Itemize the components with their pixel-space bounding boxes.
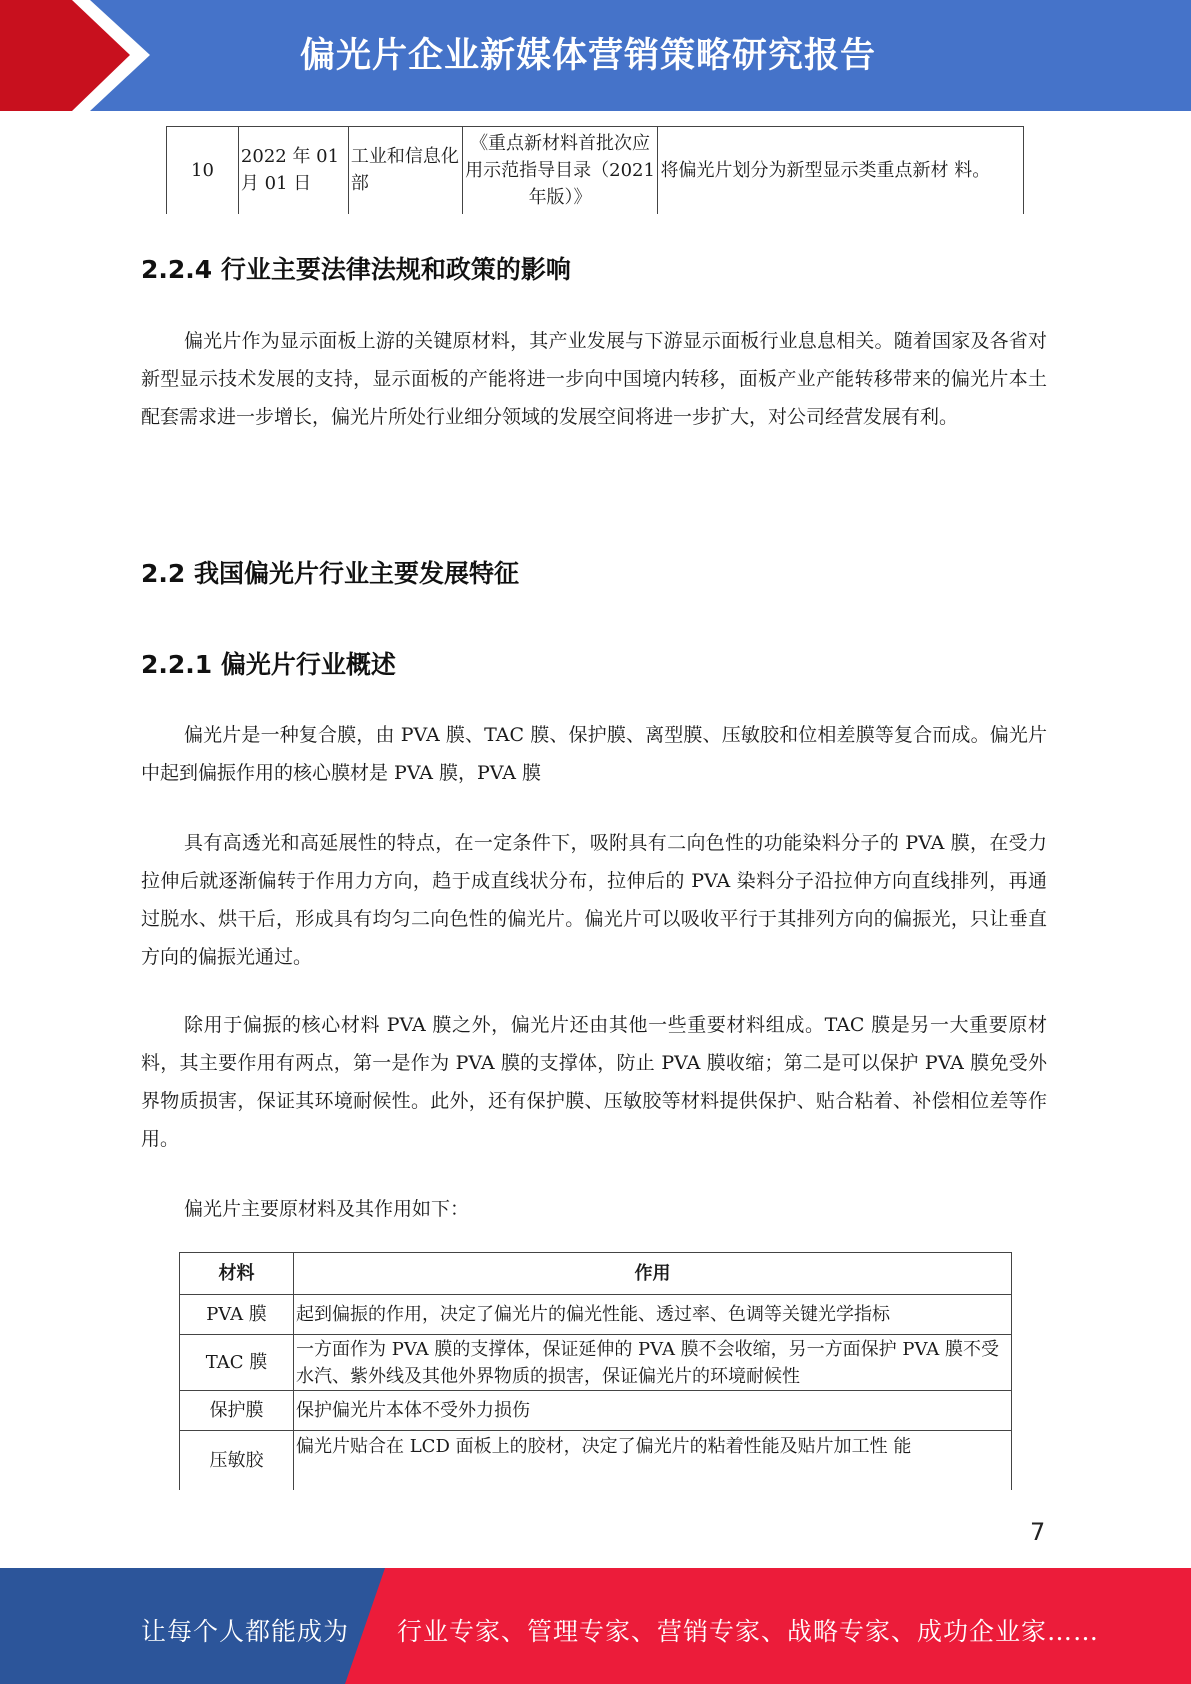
table-row <box>180 1391 1012 1431</box>
policy-table <box>166 126 1024 214</box>
header-material: 材料 <box>180 1253 294 1295</box>
material-name-cell: PVA 膜 <box>180 1295 294 1335</box>
material-desc-cell: 保护偏光片本体不受外力损伤 <box>294 1391 1012 1431</box>
policy-no-cell: 10 <box>167 127 239 214</box>
table-row <box>180 1335 1012 1391</box>
paragraph-overview-1: 偏光片是一种复合膜，由 PVA 膜、TAC 膜、保护膜、离型膜、压敏胶和位相差膜等复合而成。偏光片中起到偏振作用的核心膜材是 PVA 膜，PVA 膜 <box>141 724 1047 784</box>
paragraph-table-intro: 偏光片主要原材料及其作用如下： <box>184 1198 470 1220</box>
table-row <box>180 1295 1012 1335</box>
policy-doc-cell: 《重点新材料首批次应用示范指导目录（2021 年版）》 <box>462 127 658 214</box>
policy-date-cell: 2022 年 01 月 01 日 <box>238 127 348 214</box>
section-heading-2-2-1: 2.2.1 偏光片行业概述 <box>141 650 396 679</box>
materials-table <box>179 1252 1012 1490</box>
material-desc-cell: 一方面作为 PVA 膜的支撑体，保证延伸的 PVA 膜不会收缩，另一方面保护 PVA 膜不受水汽、紫外线及其他外界物质的损害，保证偏光片的环境耐候性 <box>294 1335 1012 1391</box>
paragraph-overview-2: 具有高透光和高延展性的特点，在一定条件下，吸附具有二向色性的功能染料分子的 PVA 膜，在受力拉伸后就逐渐偏转于作用力方向，趋于成直线状分布，拉伸后的 PVA 染料分子沿拉伸方向直线排列，再通过脱水、烘干后，形成具有均匀二向色性的偏光片。偏光片可以吸收平行于其排列方向的偏振光，只让垂直方向的偏振光通过。 <box>141 832 1047 968</box>
page-number: 7 <box>1030 1518 1046 1546</box>
section-heading-2-2: 2.2 我国偏光片行业主要发展特征 <box>141 559 519 588</box>
paragraph-policy-impact: 偏光片作为显示面板上游的关键原材料，其产业发展与下游显示面板行业息息相关。随着国家及各省对新型显示技术发展的支持，显示面板的产能将进一步向中国境内转移，面板产业产能转移带来的偏光片本土配套需求进一步增长，偏光片所处行业细分领域的发展空间将进一步扩大，对公司经营发展有利。 <box>141 330 1047 428</box>
table-header-row <box>180 1253 1012 1295</box>
header-title: 偏光片企业新媒体营销策略研究报告 <box>300 36 877 76</box>
section-heading-2-2-4: 2.2.4 行业主要法律法规和政策的影响 <box>141 255 571 284</box>
page-header <box>0 0 1191 111</box>
table-row <box>167 127 1024 214</box>
policy-org-cell: 工业和信息化部 <box>348 127 462 214</box>
material-name-cell: TAC 膜 <box>180 1335 294 1391</box>
page-footer <box>0 1568 1191 1684</box>
header-function: 作用 <box>294 1253 1012 1295</box>
footer-slogan-right: 行业专家、管理专家、营销专家、战略专家、成功企业家…… <box>397 1617 1100 1646</box>
table-row <box>180 1431 1012 1490</box>
material-desc-cell: 起到偏振的作用，决定了偏光片的偏光性能、透过率、色调等关键光学指标 <box>294 1295 1012 1335</box>
material-name-cell: 保护膜 <box>180 1391 294 1431</box>
paragraph-overview-3: 除用于偏振的核心材料 PVA 膜之外，偏光片还由其他一些重要材料组成。TAC 膜是另一大重要原材料，其主要作用有两点，第一是作为 PVA 膜的支撑体，防止 PVA 膜收缩；第二是可以保护 PVA 膜免受外界物质损害，保证其环境耐候性。此外，还有保护膜、压敏胶等材料提供保护、贴合粘着、补偿相位差等作用。 <box>141 1014 1047 1150</box>
policy-desc-cell: 将偏光片划分为新型显示类重点新材 料。 <box>658 127 1024 214</box>
footer-slogan-left: 让每个人都能成为 <box>141 1617 350 1646</box>
material-desc-cell: 偏光片贴合在 LCD 面板上的胶材，决定了偏光片的粘着性能及贴片加工性 能 <box>294 1431 1012 1490</box>
material-name-cell: 压敏胶 <box>180 1431 294 1490</box>
